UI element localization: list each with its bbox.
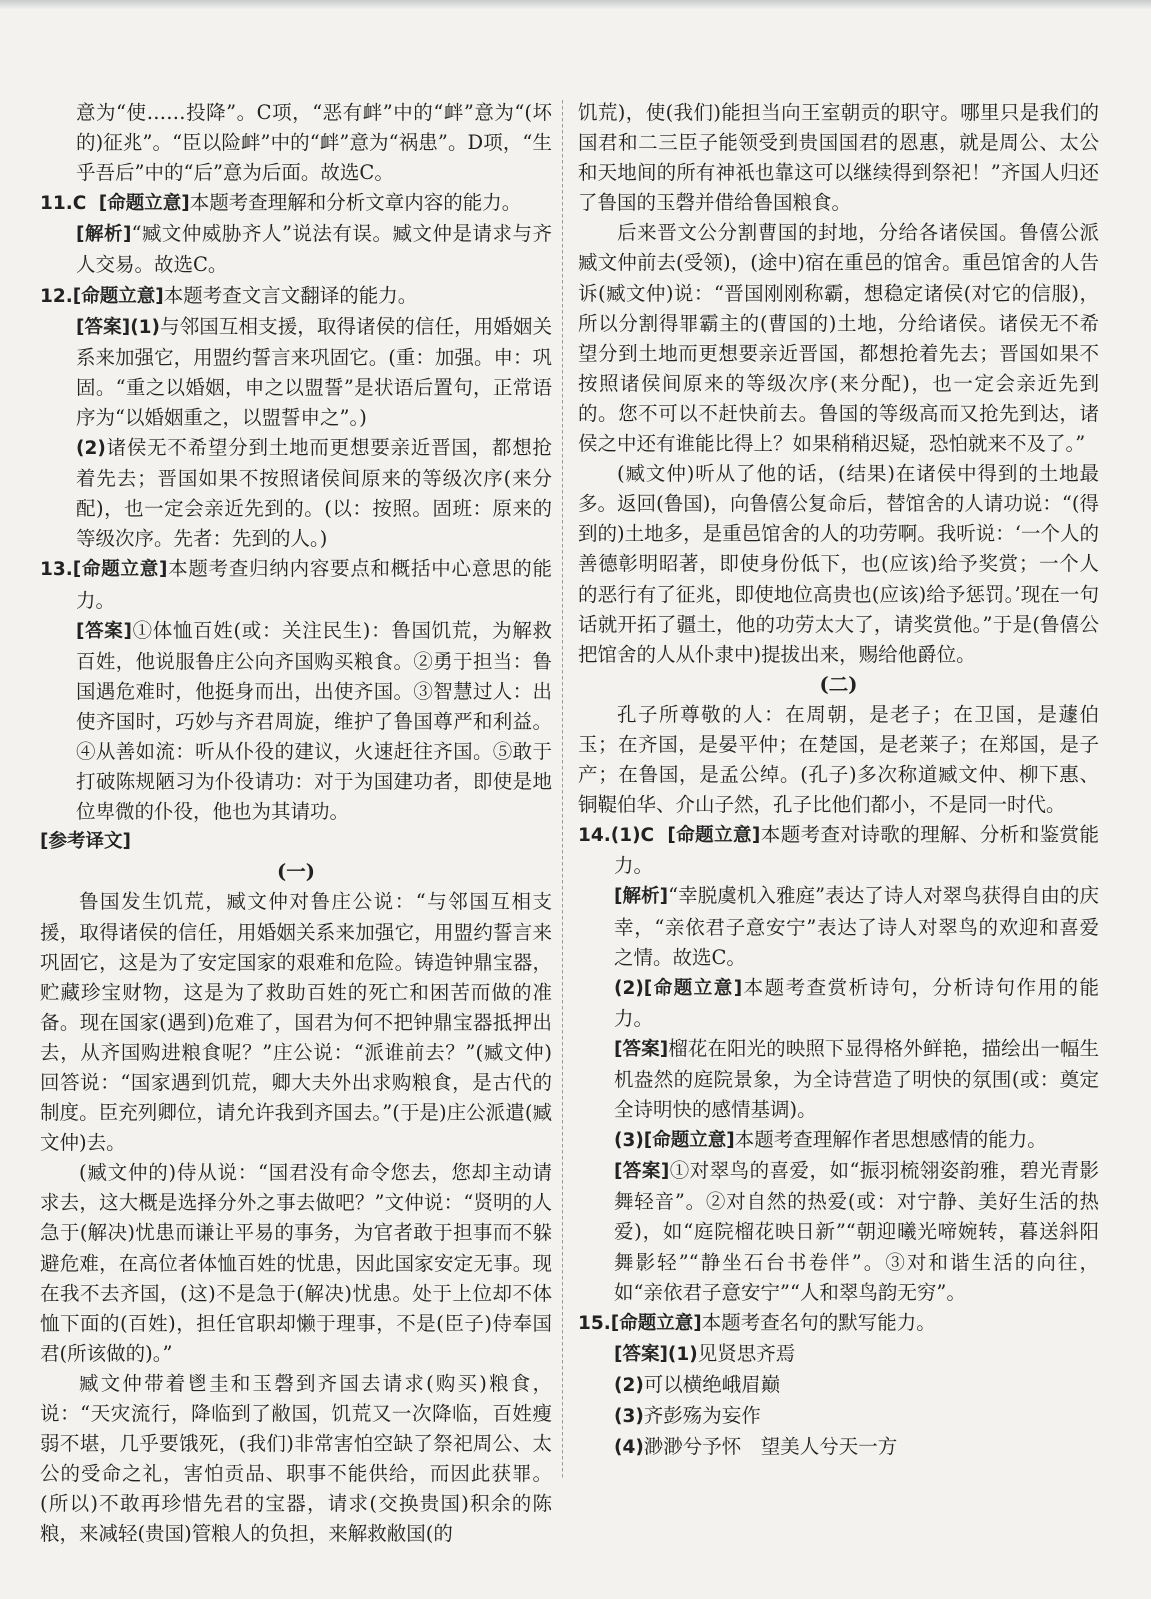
q15-answer-1-num: (1) bbox=[667, 1343, 698, 1365]
q14-part2-intent-text: 本题考查赏析诗句，分析诗句作用的能力。 bbox=[614, 975, 1099, 1030]
q14-part3-answer bbox=[578, 1156, 1099, 1307]
q12-intent-tag: [命题立意] bbox=[72, 285, 164, 307]
q13-answer-tag: [答案] bbox=[76, 620, 132, 642]
q14-part2-intent-tag: [命题立意] bbox=[643, 977, 743, 999]
column-divider bbox=[562, 100, 563, 1480]
q12-answer-2-text: 诸侯无不希望分到土地而更想要亲近晋国，都想抢着先去；晋国如果不按照诸侯间原来的等级次序(来分配)，也一定会亲近先到的。(以：按照。固班：原来的等级次序。先者：先到的人。) bbox=[76, 436, 552, 551]
q14-part2-answer bbox=[578, 1034, 1099, 1125]
q12-answer-1-text: 与邻国互相支援，取得诸侯的信任，用婚姻关系来加强它，用盟约誓言来巩固它。(重：加强。申：巩固。“重之以婚姻，申之以盟誓”是状语后置句，正常语序为“以婚姻重之，以盟誓申之”。) bbox=[76, 314, 552, 429]
q14-intent-tag: [命题立意] bbox=[667, 825, 761, 847]
q15-answer-2 bbox=[578, 1370, 1099, 1401]
q10-explanation-tail: 意为“使……投降”。C项，“恶有衅”中的“衅”意为“(坏的)征兆”。“臣以险衅”中的“衅”意为“祸患”。D项，“生乎吾后”中的“后”意为后面。故选C。 bbox=[76, 101, 552, 185]
q15-answer-4-num: (4) bbox=[614, 1437, 644, 1459]
q15-answer-2-num: (2) bbox=[614, 1374, 644, 1396]
q15-answer-4 bbox=[578, 1432, 1099, 1463]
translation-para-3: 臧文仲带着鬯圭和玉磬到齐国去请求(购买)粮食，说：“天灾流行，降临到了敝国，饥荒又一次降临，百姓瘦弱不堪，几乎要饿死，(我们)非常害怕空缺了祭祀周公、太公的受命之礼，害怕贡品、职事不能供给，而因此获罪。(所以)不敢再珍惜先君的宝器，请求(交换贵国)积余的陈粮，来减轻(贵国)管粮人的负担，来解救敝国(的 bbox=[40, 1371, 552, 1546]
q14-analysis-text: “幸脱虞机入雅庭”表达了诗人对翠鸟获得自由的庆幸，“亲依君子意安宁”表达了诗人对翠鸟的欢迎和喜爱之情。故选C。 bbox=[614, 884, 1099, 969]
left-column bbox=[40, 98, 552, 1550]
translation-para-4: 后来晋文公分割曹国的封地，分给各诸侯国。鲁僖公派臧文仲前去(受领)，(途中)宿在重邑的馆舍。重邑馆舍的人告诉(臧文仲)说：“晋国刚刚称霸，想稳定诸侯(对它的信服)，所以分割得罪霸主的(曹国的)土地，分给诸侯。诸侯无不希望分到土地而更想要亲近晋国，都想抢着先去；晋国如果不按照诸侯间原来的等级次序(来分配)，也一定会亲近先到的。您不可以不赶快前去。鲁国的等级高而又抢先到达，诸侯之中还有谁能比得上？如果稍稍迟疑，恐怕就来不及了。” bbox=[578, 221, 1099, 456]
part-two-title: (二) bbox=[819, 672, 858, 696]
q15-answer-tag: [答案] bbox=[614, 1343, 668, 1365]
q12-answer-1 bbox=[40, 312, 552, 433]
q15-intent-tag: [命题立意] bbox=[610, 1312, 702, 1334]
q13-number: 13. bbox=[40, 559, 73, 581]
q15-block bbox=[578, 1308, 1099, 1339]
translation-para-3-cont: 饥荒)，使(我们)能担当向王室朝贡的职守。哪里只是我们的国君和二三臣子能领受到贵国国君的恩惠，就是周公、太公和天地间的所有神祇也靠这可以继续得到祭祀！”齐国人归还了鲁国的玉磬并借给鲁国粮食。 bbox=[578, 101, 1099, 215]
q11-intent-text: 本题考查理解和分析文章内容的能力。 bbox=[189, 191, 522, 215]
q14-part3-num: (3) bbox=[614, 1130, 644, 1152]
q15-answer-3 bbox=[578, 1401, 1099, 1432]
q15-answer-4-text: 渺渺兮予怀 望美人兮天一方 bbox=[643, 1435, 898, 1459]
translation-para-1: 鲁国发生饥荒，臧文仲对鲁庄公说：“与邻国互相支援，取得诸侯的信任，用婚姻关系来加强它，用盟约誓言来巩固它，这是为了安定国家的艰难和危险。铸造钟鼎宝器，贮藏珍宝财物，这是为了救助百姓的死亡和困苦而做的准备。现在国家(遇到)危难了，国君为何不把钟鼎宝器抵押出去，从齐国购进粮食呢？”庄公说：“派谁前去？”(臧文仲)回答说：“国家遇到饥荒，卿大夫外出求购粮食，是古代的制度。臣充列卿位，请允许我到齐国去。”(于是)庄公派遣(臧文仲)去。 bbox=[40, 890, 552, 1155]
reference-translation-title: [参考译文] bbox=[40, 831, 131, 853]
q15-intent-text: 本题考查名句的默写能力。 bbox=[701, 1310, 936, 1334]
q12-intent-text: 本题考查文言文翻译的能力。 bbox=[163, 283, 418, 307]
q11-intent-tag: [命题立意] bbox=[98, 193, 190, 215]
q14-part2-answer-text: 榴花在阳光的映照下显得格外鲜艳，描绘出一幅生机盎然的庭院景象，为全诗营造了明快的氛围(或：奠定全诗明快的感情基调)。 bbox=[614, 1036, 1099, 1122]
q14-part3-intent-text: 本题考查理解作者思想感情的能力。 bbox=[734, 1128, 1047, 1152]
q11-analysis-text: “臧文仲威胁齐人”说法有误。臧文仲是请求与齐人交易。故选C。 bbox=[76, 222, 552, 277]
q12-answer-2-num: (2) bbox=[76, 438, 106, 460]
q14-part3-intent-tag: [命题立意] bbox=[643, 1130, 735, 1152]
q11-analysis bbox=[40, 219, 552, 280]
q13-block bbox=[40, 554, 552, 615]
q13-intent-tag: [命题立意] bbox=[72, 559, 168, 581]
q14-analysis-tag: [解析] bbox=[614, 886, 669, 908]
q11-number: 11.C bbox=[40, 193, 87, 215]
q12-answer-1-num: (1) bbox=[130, 316, 161, 338]
q11-block bbox=[40, 188, 552, 219]
q14-block bbox=[578, 820, 1099, 881]
translation-para-2: (臧文仲的)侍从说：“国君没有命令您去，您却主动请求去，这大概是选择分外之事去做吧？”文仲说：“贤明的人急于(解决)忧患而谦让平易的事务，为官者敢于担事而不躲避危难，在高位者体恤百姓的忧患，因此国家安定无事。现在我不去齐国，(这)不是急于(解决)忧患。处于上位却不体恤下面的(百姓)，担任官职却懒于理事，不是(臣子)侍奉国君(所该做的)。” bbox=[40, 1161, 552, 1365]
q14-part3-answer-tag: [答案] bbox=[614, 1161, 670, 1183]
q13-answer-text: ①体恤百姓(或：关注民生)：鲁国饥荒，为解救百姓，他说服鲁庄公向齐国购买粮食。②勇于担当：鲁国遇危难时，他挺身而出，出使齐国。③智慧过人：出使齐国时，巧妙与齐君周旋，维护了鲁国尊严和利益。④从善如流：听从仆役的建议，火速赶往齐国。⑤敢于打破陈规陋习为仆役请功：对于为国建功者，即使是地位卑微的仆役，他也为其请功。 bbox=[76, 618, 552, 824]
q14-part2 bbox=[578, 973, 1099, 1034]
q14-part2-num: (2) bbox=[614, 977, 644, 999]
q14-intent-text: 本题考查对诗歌的理解、分析和鉴赏能力。 bbox=[614, 823, 1099, 878]
q12-answer-tag: [答案] bbox=[76, 316, 131, 338]
q15-answer-2-text: 可以横绝峨眉巅 bbox=[643, 1372, 781, 1396]
translation-para-5: (臧文仲)听从了他的话，(结果)在诸侯中得到的土地最多。返回(鲁国)，向鲁僖公复命后，替馆舍的人请功说：“(得到的)土地多，是重邑馆舍的人的功劳啊。我听说：‘一个人的善德彰明昭著，即使身份低下，也(应该)给予奖赏；一个人的恶行有了征兆，即使地位高贵也(应该)给予惩罚。’现在一句话就开拓了疆土，他的功劳太大了，请奖赏他。”于是(鲁僖公把馆舍的人从仆隶中)提拔出来，赐给他爵位。 bbox=[578, 462, 1099, 666]
q12-number: 12. bbox=[40, 285, 73, 307]
q15-answer-3-num: (3) bbox=[614, 1406, 644, 1428]
q14-analysis bbox=[578, 881, 1099, 972]
scan-top-edge bbox=[0, 0, 1151, 9]
q14-part2-answer-tag: [答案] bbox=[614, 1038, 669, 1060]
translation-part2-para: 孔子所尊敬的人：在周朝，是老子；在卫国，是蘧伯玉；在齐国，是晏平仲；在楚国，是老莱子；在郑国，是子产；在鲁国，是孟公绰。(孔子)多次称道臧文仲、柳下惠、铜鞮伯华、介山子然，孔子比他们都小，不是同一时代。 bbox=[578, 702, 1099, 817]
q12-answer-2 bbox=[40, 433, 552, 554]
q13-answer bbox=[40, 616, 552, 828]
q14-number: 14.(1)C bbox=[578, 825, 655, 847]
q13-intent-text: 本题考查归纳内容要点和概括中心意思的能力。 bbox=[76, 557, 552, 612]
q14-part3 bbox=[578, 1125, 1099, 1156]
q15-answer-1-text: 见贤思齐焉 bbox=[697, 1341, 796, 1365]
q14-part3-answer-text: ①对翠鸟的喜爱，如“振羽梳翎姿韵雅，碧光青影舞轻音”。②对自然的热爱(或：对宁静、美好生活的热爱)，如“庭院榴花映日新”“朝迎曦光啼婉转，暮送斜阳舞影轻”“静坐石台书卷伴”。③对和谐生活的向往，如“亲依君子意安宁”“人和翠鸟韵无穷”。 bbox=[614, 1159, 1099, 1304]
right-column bbox=[578, 98, 1099, 1463]
q15-answer-1 bbox=[578, 1339, 1099, 1370]
q15-number: 15. bbox=[578, 1312, 611, 1334]
q12-block bbox=[40, 281, 552, 312]
part-one-title: (一) bbox=[277, 860, 315, 884]
q15-answer-3-text: 齐彭殇为妄作 bbox=[643, 1404, 761, 1428]
q11-analysis-tag: [解析] bbox=[76, 224, 132, 246]
